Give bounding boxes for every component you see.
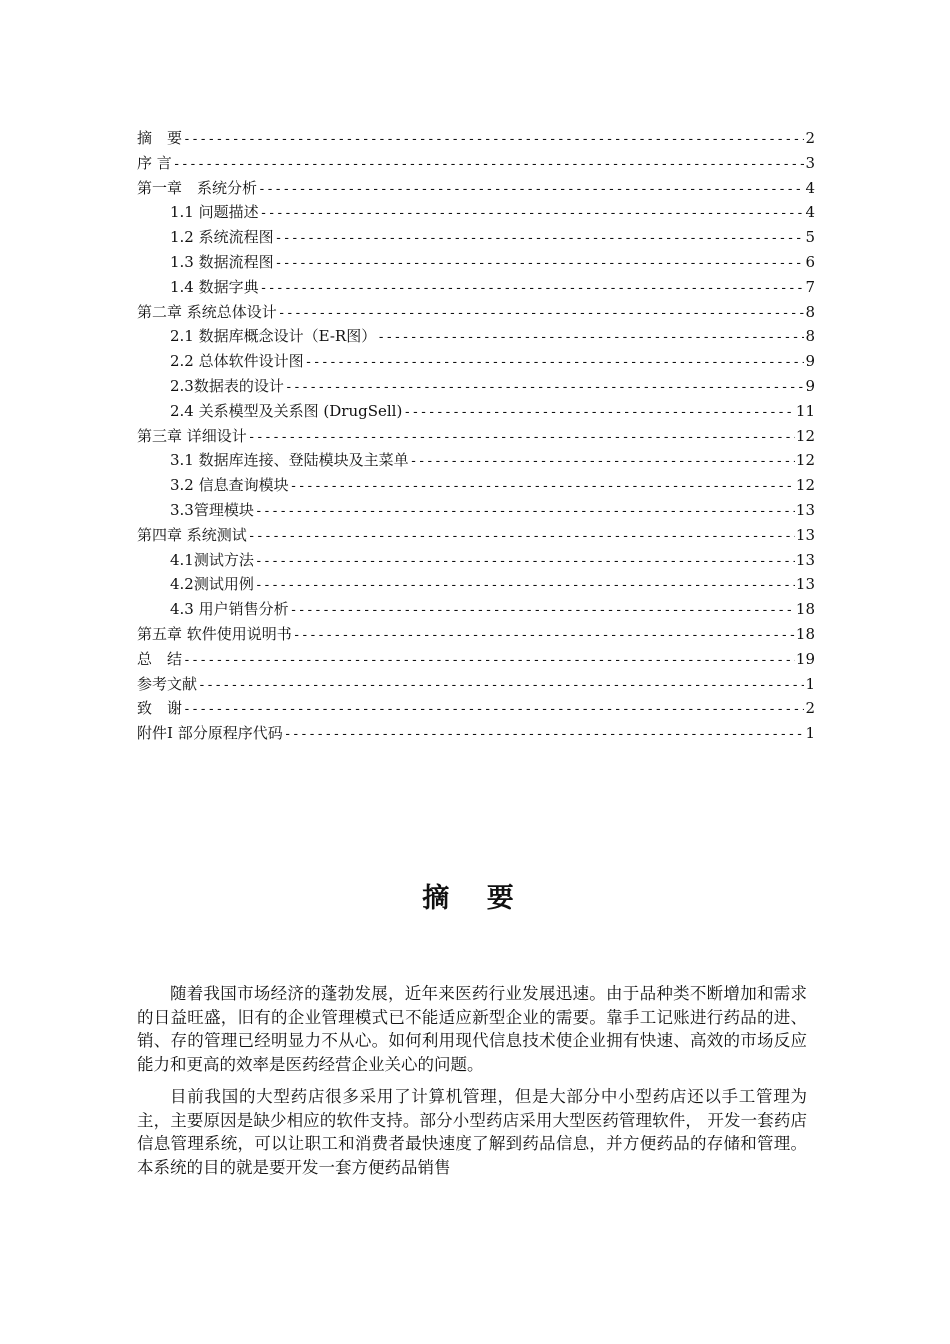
- toc-entry[interactable]: [137, 523, 815, 548]
- toc-entry[interactable]: [137, 225, 815, 250]
- toc-entry[interactable]: [137, 126, 815, 151]
- toc-entry-title: 序 言: [137, 153, 172, 172]
- toc-entry-title: 3.3管理模块: [170, 500, 254, 519]
- toc-leader: [284, 723, 805, 746]
- toc-leader: [377, 326, 804, 349]
- toc-entry[interactable]: [137, 721, 815, 746]
- abstract-heading: 摘 要: [422, 883, 528, 914]
- toc-entry-title: 2.2 总体软件设计图: [170, 352, 304, 371]
- toc-entry-page: 1: [805, 724, 815, 743]
- toc-entry-title: 2.1 数据库概念设计（E-R图）: [170, 327, 377, 346]
- toc-entry-title: 4.2测试用例: [170, 575, 254, 594]
- toc-entry[interactable]: [137, 374, 815, 399]
- toc-entry-title: 1.4 数据字典: [170, 277, 259, 296]
- toc-leader: [258, 178, 804, 201]
- toc-entry-page: 7: [805, 277, 815, 296]
- toc-entry[interactable]: [137, 424, 815, 449]
- toc-entry-title: 参考文献: [137, 674, 198, 693]
- toc-entry-title: 第五章 软件使用说明书: [137, 624, 292, 643]
- toc-entry-title: 3.1 数据库连接、登陆模块及主菜单: [170, 451, 409, 470]
- toc-entry-page: 13: [795, 525, 815, 544]
- toc-leader: [278, 302, 805, 325]
- toc-leader: [275, 252, 805, 275]
- toc-entry[interactable]: [137, 622, 815, 647]
- toc-leader: [410, 450, 795, 473]
- toc-leader: [198, 674, 804, 697]
- toc-entry[interactable]: [137, 399, 815, 424]
- toc-entry[interactable]: [137, 200, 815, 225]
- toc-entry[interactable]: [137, 349, 815, 374]
- abstract-body: [137, 982, 807, 1188]
- toc-entry-title: 摘 要: [137, 129, 183, 147]
- toc-entry-title: 3.2 信息查询模块: [170, 476, 289, 495]
- toc-entry-page: 9: [805, 376, 815, 395]
- toc-entry-page: 8: [805, 327, 815, 346]
- toc-leader: [275, 227, 805, 250]
- toc-entry-title: 1.1 问题描述: [170, 203, 259, 222]
- toc-entry-page: 13: [795, 500, 815, 519]
- toc-leader: [255, 500, 795, 523]
- toc-entry-page: 18: [795, 624, 815, 643]
- toc-entry[interactable]: [137, 572, 815, 597]
- toc-entry[interactable]: [137, 548, 815, 573]
- toc-leader: [248, 426, 795, 449]
- toc-entry-page: 9: [805, 352, 815, 371]
- toc-entry-title: 第一章 系统分析: [137, 178, 258, 197]
- toc-entry[interactable]: [137, 597, 815, 622]
- toc-entry[interactable]: [137, 647, 815, 672]
- toc-leader: [290, 475, 795, 498]
- toc-entry[interactable]: [137, 473, 815, 498]
- toc-entry-page: 4: [805, 203, 815, 222]
- toc-leader: [403, 401, 795, 424]
- toc-leader: [293, 624, 795, 647]
- toc-entry-page: 13: [795, 550, 815, 569]
- toc-entry[interactable]: [137, 300, 815, 325]
- abstract-paragraph-2: 目前我国的大型药店很多采用了计算机管理，但是大部分中小型药店还以手工管理为主，主要原因是缺少相应的软件支持。部分小型药店采用大型医药管理软件， 开发一套药店信息管理系统，可以让职工和消费者最快速度了解到药品信息，并方便药品的存储和管理。本系统的目的就是要开发一套方便药品销售: [137, 1087, 807, 1177]
- toc-entry-page: 11: [795, 401, 815, 420]
- toc-entry-page: 12: [795, 451, 815, 470]
- toc-entry[interactable]: [137, 275, 815, 300]
- toc-leader: [290, 599, 795, 622]
- toc-leader: [183, 649, 795, 672]
- toc-entry-title: 第二章 系统总体设计: [137, 302, 277, 321]
- toc-entry-title: 2.4 关系模型及关系图 (DrugSell): [170, 401, 403, 420]
- toc-entry-title: 第四章 系统测试: [137, 525, 247, 544]
- toc-entry-page: 12: [795, 426, 815, 445]
- toc-entry-title: 4.3 用户销售分析: [170, 600, 289, 619]
- toc-leader: [260, 277, 805, 300]
- toc-entry-title: 4.1测试方法: [170, 550, 254, 569]
- toc-entry[interactable]: [137, 448, 815, 473]
- toc-entry-title: 总 结: [137, 649, 183, 668]
- toc-entry-page: 6: [805, 252, 815, 271]
- toc-leader: [255, 550, 795, 573]
- toc-entry-title: 1.3 数据流程图: [170, 252, 274, 271]
- toc-entry-page: 3: [805, 153, 815, 172]
- toc-entry-title: 第三章 详细设计: [137, 426, 247, 445]
- toc-leader: [285, 376, 805, 399]
- toc-entry-title: 1.2 系统流程图: [170, 228, 274, 247]
- toc-entry-page: 4: [805, 178, 815, 197]
- toc-entry[interactable]: [137, 151, 815, 176]
- toc-entry[interactable]: [137, 696, 815, 721]
- toc-entry-page: 8: [805, 302, 815, 321]
- toc-entry-title: 2.3数据表的设计: [170, 376, 284, 395]
- toc-entry-page: 2: [805, 699, 815, 718]
- toc-leader: [260, 202, 805, 225]
- toc-leader: [173, 153, 805, 176]
- toc-entry[interactable]: [137, 324, 815, 349]
- toc-entry-page: 19: [795, 649, 815, 668]
- toc-leader: [255, 574, 795, 597]
- toc-entry-page: 12: [795, 476, 815, 495]
- toc-entry-page: 5: [805, 228, 815, 247]
- toc-entry[interactable]: [137, 176, 815, 201]
- toc-entry[interactable]: [137, 498, 815, 523]
- toc-leader: [183, 128, 804, 151]
- toc-entry[interactable]: [137, 250, 815, 275]
- toc-entry-title: 附件Ⅰ 部分原程序代码: [137, 724, 283, 743]
- toc-entry-page: 1: [805, 674, 815, 693]
- toc-leader: [248, 525, 795, 548]
- toc-entry-title: 致 谢: [137, 699, 183, 718]
- toc-entry-page: 2: [805, 129, 815, 147]
- toc-leader: [183, 698, 804, 721]
- toc-entry-page: 18: [795, 600, 815, 619]
- abstract-paragraph-1: 随着我国市场经济的蓬勃发展，近年来医药行业发展迅速。由于品种类不断增加和需求的日益旺盛，旧有的企业管理模式已不能适应新型企业的需要。靠手工记账进行药品的进、销、存的管理已经明显力不从心。如何利用现代信息技术使企业拥有快速、高效的市场反应能力和更高的效率是医药经营企业关心的问题。: [137, 984, 807, 1074]
- toc-entry-page: 13: [795, 575, 815, 594]
- toc-leader: [305, 351, 805, 374]
- table-of-contents: [137, 126, 815, 746]
- toc-entry[interactable]: [137, 672, 815, 697]
